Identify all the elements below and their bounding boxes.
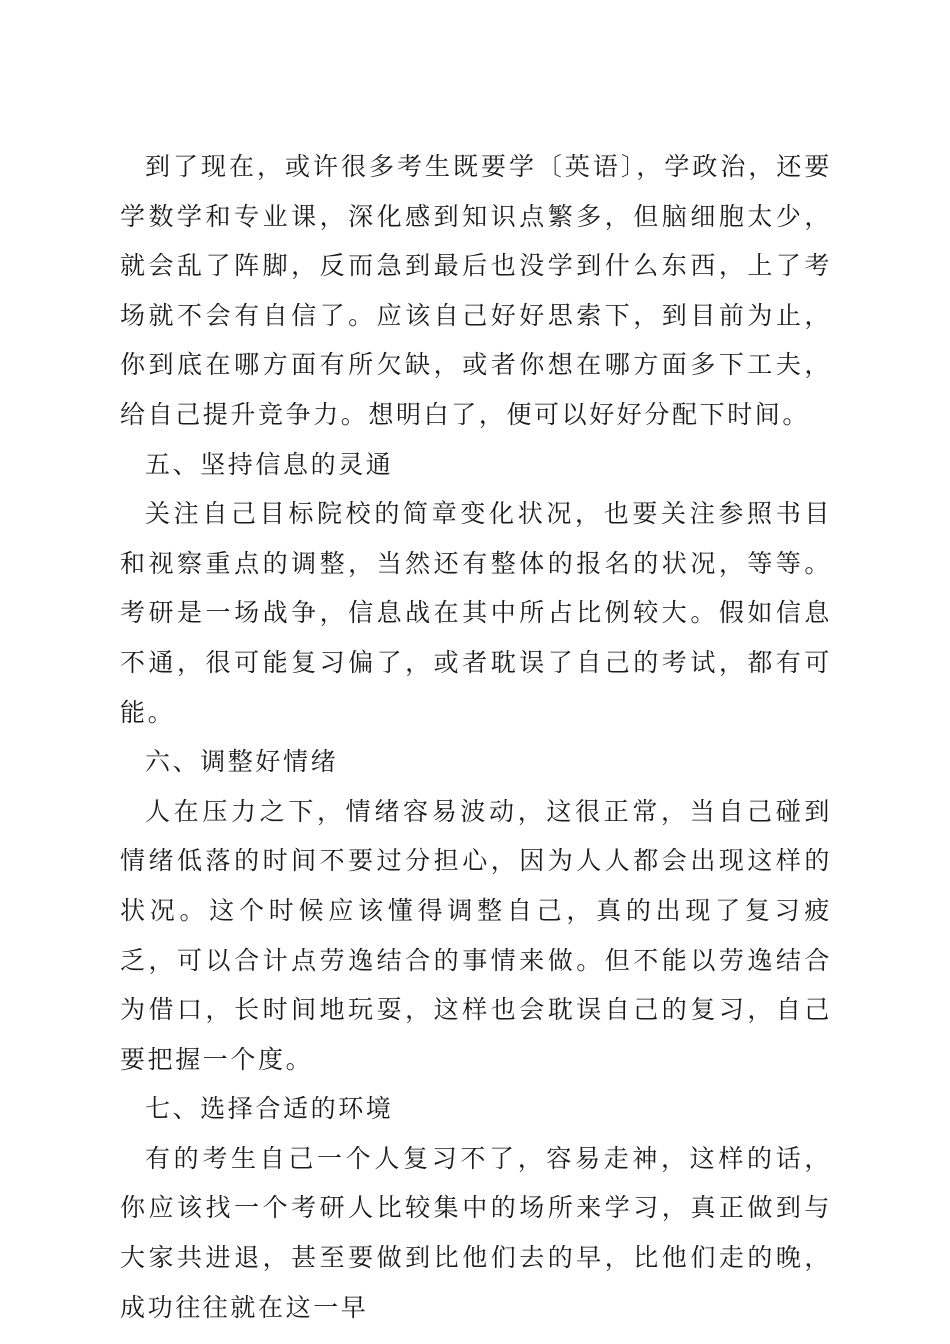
paragraph-emotions: 人在压力之下，情绪容易波动，这很正常，当自己碰到情绪低落的时间不要过分担心，因为人人都会出现这样的状况。这个时候应该懂得调整自己，真的出现了复习疲乏，可以合计点劳逸结合的事情来做。但不能以劳逸结合为借口，长时间地玩耍，这样也会耽误自己的复习，自己要把握一个度。 (120, 796, 832, 1074)
paragraph-environment: 有的考生自己一个人复习不了，容易走神，这样的话，你应该找一个考研人比较集中的场所来学习，真正做到与大家共进退，甚至要做到比他们去的早，比他们走的晚，成功往往就在这一早 (120, 1143, 832, 1322)
paragraph-study-planning: 到了现在，或许很多考生既要学〔英语〕，学政治，还要学数学和专业课，深化感到知识点繁多，但脑细胞太少，就会乱了阵脚，反而急到最后也没学到什么东西，上了考场就不会有自信了。应该自己好好思索下，到目前为止，你到底在哪方面有所欠缺，或者你想在哪方面多下工夫，给自己提升竞争力。想明白了，便可以好好分配下时间。 (120, 152, 832, 429)
section-heading-6: 六、调整好情绪 (145, 747, 339, 777)
section-heading-7: 七、选择合适的环境 (145, 1094, 394, 1124)
document-body (120, 142, 832, 1332)
paragraph-information: 关注自己目标院校的简章变化状况，也要关注参照书目和视察重点的调整，当然还有整体的报名的状况，等等。考研是一场战争，信息战在其中所占比例较大。假如信息不通，很可能复习偏了，或者耽误了自己的考试，都有可能。 (120, 499, 832, 727)
section-heading-5: 五、坚持信息的灵通 (145, 449, 394, 479)
